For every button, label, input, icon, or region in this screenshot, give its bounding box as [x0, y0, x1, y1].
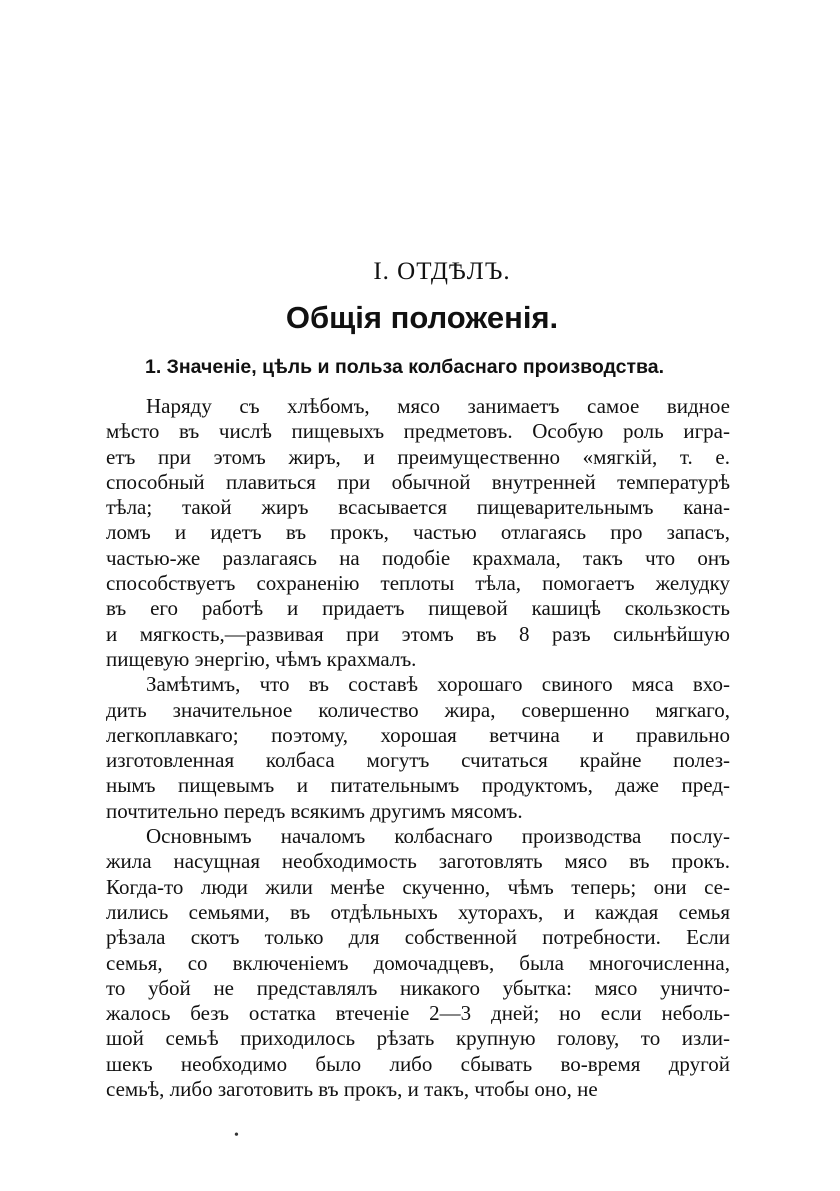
paragraph-2-line: легкоплавкаго; поэтому, хорошая ветчина и правильно — [106, 722, 730, 747]
paragraph-1-line: способный плавиться при обычной внутренней температурѣ — [106, 469, 730, 494]
paragraph-3-line: рѣзала скотъ только для собственной потребности. Если — [106, 925, 730, 950]
paragraph-1-line: Наряду съ хлѣбомъ, мясо занимаетъ самое видное — [146, 394, 730, 418]
paragraph-3-line: жила насущная необходимость заготовлять мясо въ прокъ. — [106, 849, 730, 874]
paragraph-3-line: семья, со включеніемъ домочадцевъ, была многочисленна, — [106, 950, 730, 975]
paragraph-2-line: Замѣтимъ, что въ составѣ хорошаго свиного мяса вхо- — [146, 672, 730, 697]
paragraph-2-line: изготовленная колбаса могутъ считаться крайне полез- — [106, 748, 730, 773]
paragraph-1-line: способствуетъ сохраненію теплоты тѣла, помогаетъ желудку — [106, 571, 730, 596]
paragraph-1-line: етъ при этомъ жиръ, и преимущественно «мягкій, т. е. — [106, 444, 730, 469]
paragraph-2-line: почтительно передъ всякимъ другимъ мясомъ. — [106, 798, 523, 823]
page-title: Общія положенія. — [285, 300, 559, 335]
paragraph-1-line: и мягкость,—развивая при этомъ въ 8 разъ сильнѣйшую — [106, 621, 730, 646]
paragraph-3-line: лились семьями, въ отдѣльныхъ хуторахъ, и каждая семья — [106, 899, 730, 924]
paragraph-3-line: Основнымъ началомъ колбаснаго производства послу- — [146, 824, 730, 849]
paragraph-3-line: Когда-то люди жили менѣе скученно, чѣмъ теперь; они се- — [106, 874, 730, 899]
paragraph-3-line: шой семьѣ приходилось рѣзать крупную голову, то изли- — [106, 1026, 730, 1051]
paragraph-1-line: мѣсто въ числѣ пищевыхъ предметовъ. Особую роль игра- — [106, 419, 730, 444]
paragraph-1-line: въ его работѣ и придаетъ пищевой кашицѣ скользкость — [106, 596, 730, 621]
section-label: I. ОТДѢЛЪ. — [373, 258, 511, 285]
paragraph-1-line: частью-же разлагаясь на подобіе крахмала, такъ что онъ — [106, 545, 730, 570]
body-text — [106, 394, 730, 1102]
paragraph-1-line: ломъ и идетъ въ прокъ, частью отлагаясь про запасъ, — [106, 520, 730, 545]
paragraph-3-line: жалось безъ остатка втеченіе 2—3 дней; но если неболь- — [106, 1001, 730, 1026]
paragraph-2-line: нымъ пищевымъ и питательнымъ продуктомъ, даже пред- — [106, 773, 730, 798]
paragraph-1-line: тѣла; такой жиръ всасывается пищеварительнымъ кана- — [106, 495, 730, 520]
page-mark: • — [234, 1128, 239, 1143]
paragraph-3-line: шекъ необходимо было либо сбывать во-время другой — [106, 1051, 730, 1076]
paragraph-2-line: дить значительное количество жира, совершенно мягкаго, — [106, 697, 730, 722]
paragraph-1-line: пищевую энергію, чѣмъ крахмалъ. — [106, 646, 417, 671]
paragraph-3-line: семьѣ, либо заготовить въ прокъ, и такъ, чтобы оно, не — [106, 1077, 598, 1102]
chapter-heading: 1. Значеніе, цѣль и польза колбаснаго производства. — [145, 356, 665, 378]
paragraph-3-line: то убой не представлялъ никакого убытка: мясо уничто- — [106, 975, 730, 1000]
